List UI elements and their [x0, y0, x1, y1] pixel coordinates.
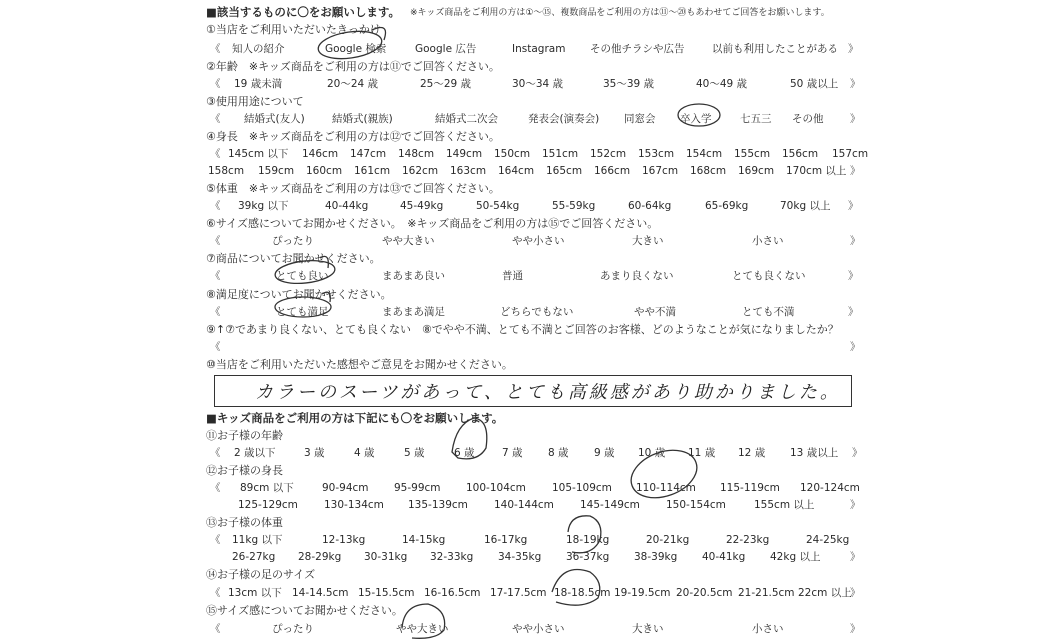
option[interactable]: 165cm: [546, 165, 583, 177]
q12-options-row2: [0, 497, 1060, 515]
option[interactable]: 同窓会: [624, 113, 656, 125]
bracket-open: 《: [210, 341, 221, 353]
option[interactable]: 167cm: [642, 165, 679, 177]
bracket-open: 《: [210, 78, 221, 90]
option[interactable]: Google 検索: [325, 43, 387, 55]
option[interactable]: 168cm: [690, 165, 727, 177]
handwritten-comment: カラーのスーツがあって、とても高級感があり助かりました。: [255, 382, 841, 403]
option[interactable]: ぴったり: [272, 235, 314, 247]
option[interactable]: とても満足: [276, 306, 329, 318]
q15-options: [0, 621, 1060, 639]
option[interactable]: やや小さい: [512, 235, 565, 247]
option[interactable]: 150cm: [494, 148, 531, 160]
option[interactable]: 120-124cm: [800, 482, 860, 494]
option[interactable]: 149cm: [446, 148, 483, 160]
q4-label-row: [0, 129, 1060, 147]
option[interactable]: 55-59kg: [552, 200, 596, 212]
option[interactable]: 発表会(演奏会): [528, 113, 600, 125]
option[interactable]: 151cm: [542, 148, 579, 160]
bracket-open: 《: [210, 113, 221, 125]
option[interactable]: 159cm: [258, 165, 295, 177]
bracket-close: 》: [850, 587, 861, 599]
q13-label-row: [0, 515, 1060, 533]
bracket-close: 》: [850, 165, 861, 177]
option[interactable]: 大きい: [632, 235, 664, 247]
option[interactable]: 24-25kg: [806, 534, 850, 546]
option[interactable]: 普通: [502, 270, 523, 282]
bracket-open: 《: [210, 235, 221, 247]
q2-label-row: [0, 59, 1060, 77]
bracket-close: 》: [850, 499, 861, 511]
option[interactable]: 40-41kg: [702, 551, 746, 563]
q15-label-row: [0, 603, 1060, 621]
option[interactable]: 20-20.5cm: [676, 587, 733, 599]
q13-options-row1: [0, 532, 1060, 550]
bracket-close: 》: [848, 43, 859, 55]
option[interactable]: 36-37kg: [566, 551, 610, 563]
option[interactable]: 4 歳: [354, 447, 375, 459]
option[interactable]: 170cm 以上: [786, 165, 847, 177]
option[interactable]: 8 歳: [548, 447, 569, 459]
bracket-close: 》: [850, 551, 861, 563]
bracket-close: 》: [850, 623, 861, 635]
option[interactable]: 6 歳: [454, 447, 475, 459]
question-label: ⑮サイズ感についてお聞かせください。: [206, 604, 403, 617]
option[interactable]: 以前も利用したことがある: [712, 43, 838, 55]
option[interactable]: その他: [792, 113, 824, 125]
option[interactable]: 14-15kg: [402, 534, 446, 546]
q8-options: [0, 304, 1060, 322]
bracket-open: 《: [210, 587, 221, 599]
question-label: ⑭お子様の足のサイズ: [206, 568, 316, 581]
option[interactable]: 161cm: [354, 165, 391, 177]
option[interactable]: 166cm: [594, 165, 631, 177]
option[interactable]: 40〜49 歳: [696, 78, 748, 90]
q14-options: [0, 585, 1060, 603]
bracket-open: 《: [210, 200, 221, 212]
survey-header: [0, 4, 1060, 22]
bracket-close: 》: [848, 306, 859, 318]
q3-options: [0, 111, 1060, 129]
q8-label-row: [0, 287, 1060, 305]
option[interactable]: 35〜39 歳: [603, 78, 655, 90]
q6-label-row: [0, 216, 1060, 234]
q9-answer-line: [0, 339, 1060, 357]
option[interactable]: まあまあ良い: [382, 270, 445, 282]
option[interactable]: 169cm: [738, 165, 775, 177]
option[interactable]: 45-49kg: [400, 200, 444, 212]
question-label: ⑩当店をご利用いただいた感想やご意見をお聞かせください。: [206, 358, 513, 371]
option[interactable]: 65-69kg: [705, 200, 749, 212]
option[interactable]: 125-129cm: [238, 499, 298, 511]
option[interactable]: 164cm: [498, 165, 535, 177]
option[interactable]: 小さい: [752, 623, 784, 635]
option[interactable]: 25〜29 歳: [420, 78, 472, 90]
bracket-close: 》: [850, 113, 861, 125]
q11-label-row: [0, 428, 1060, 446]
option[interactable]: 147cm: [350, 148, 387, 160]
question-label: ②年齢 ※キッズ商品をご利用の方は⑪でご回答ください。: [206, 60, 500, 73]
q10-label-row: [0, 357, 1060, 375]
question-label: ⑤体重 ※キッズ商品をご利用の方は⑬でご回答ください。: [206, 182, 500, 195]
q2-options: [0, 76, 1060, 94]
option[interactable]: 17-17.5cm: [490, 587, 547, 599]
option[interactable]: 16-16.5cm: [424, 587, 481, 599]
option[interactable]: 2 歳以下: [234, 447, 276, 459]
option[interactable]: 100-104cm: [466, 482, 526, 494]
option[interactable]: 130-134cm: [324, 499, 384, 511]
bracket-open: 《: [210, 148, 221, 160]
option[interactable]: 18-18.5cm: [554, 587, 611, 599]
option[interactable]: 大きい: [632, 623, 664, 635]
bracket-close: 》: [848, 200, 859, 212]
option[interactable]: 34-35kg: [498, 551, 542, 563]
bracket-open: 《: [210, 447, 221, 459]
bracket-close: 》: [852, 447, 863, 459]
option[interactable]: 28-29kg: [298, 551, 342, 563]
option[interactable]: 145cm 以下: [228, 148, 289, 160]
option[interactable]: 20-21kg: [646, 534, 690, 546]
option[interactable]: 155cm: [734, 148, 771, 160]
option[interactable]: やや小さい: [512, 623, 565, 635]
option[interactable]: 12 歳: [738, 447, 766, 459]
option[interactable]: 110-114cm: [636, 482, 696, 494]
q7-options: [0, 268, 1060, 286]
option[interactable]: 19 歳未満: [234, 78, 283, 90]
option[interactable]: 140-144cm: [494, 499, 554, 511]
option[interactable]: 15-15.5cm: [358, 587, 415, 599]
option[interactable]: 7 歳: [502, 447, 523, 459]
option[interactable]: 9 歳: [594, 447, 615, 459]
option[interactable]: 16-17kg: [484, 534, 528, 546]
option[interactable]: 22-23kg: [726, 534, 770, 546]
option[interactable]: 148cm: [398, 148, 435, 160]
option[interactable]: 152cm: [590, 148, 627, 160]
option[interactable]: 42kg 以上: [770, 551, 821, 563]
option[interactable]: 162cm: [402, 165, 439, 177]
option[interactable]: 知人の紹介: [232, 43, 285, 55]
option[interactable]: どちらでもない: [500, 306, 574, 318]
option[interactable]: 89cm 以下: [240, 482, 294, 494]
question-label: ⑦商品についてお聞かせください。: [206, 252, 381, 265]
option[interactable]: 小さい: [752, 235, 784, 247]
option[interactable]: 160cm: [306, 165, 343, 177]
option[interactable]: 145-149cm: [580, 499, 640, 511]
bracket-open: 《: [210, 623, 221, 635]
option[interactable]: 11 歳: [688, 447, 716, 459]
option[interactable]: 157cm: [832, 148, 869, 160]
option[interactable]: 163cm: [450, 165, 487, 177]
option[interactable]: やや不満: [634, 306, 676, 318]
option[interactable]: 105-109cm: [552, 482, 612, 494]
option[interactable]: とても不満: [742, 306, 795, 318]
option[interactable]: あまり良くない: [600, 270, 674, 282]
option[interactable]: 90-94cm: [322, 482, 369, 494]
option[interactable]: 95-99cm: [394, 482, 441, 494]
option[interactable]: 156cm: [782, 148, 819, 160]
survey-title: ■該当するものに〇をお願いします。: [206, 5, 400, 19]
option[interactable]: 結婚式二次会: [435, 113, 498, 125]
option[interactable]: 26-27kg: [232, 551, 276, 563]
option[interactable]: その他チラシや広告: [590, 43, 685, 55]
q14-label-row: [0, 567, 1060, 585]
option[interactable]: 18-19kg: [566, 534, 610, 546]
q3-label-row: [0, 94, 1060, 112]
option[interactable]: 115-119cm: [720, 482, 780, 494]
option[interactable]: 結婚式(友人): [244, 113, 305, 125]
option[interactable]: 結婚式(親族): [332, 113, 393, 125]
option[interactable]: 13 歳以上: [790, 447, 839, 459]
option[interactable]: とても良くない: [732, 270, 806, 282]
bracket-close: 》: [850, 78, 861, 90]
option[interactable]: 30-31kg: [364, 551, 408, 563]
bracket-open: 《: [210, 270, 221, 282]
q9-label-row: [0, 322, 1060, 340]
option[interactable]: 卒入学: [680, 113, 712, 125]
q7-label-row: [0, 251, 1060, 269]
bracket-close: 》: [848, 270, 859, 282]
option[interactable]: 13cm 以下: [228, 587, 282, 599]
option[interactable]: 20〜24 歳: [327, 78, 379, 90]
option[interactable]: 155cm 以上: [754, 499, 815, 511]
option[interactable]: 70kg 以上: [780, 200, 831, 212]
q5-options: [0, 198, 1060, 216]
q5-label-row: [0, 181, 1060, 199]
option[interactable]: 30〜34 歳: [512, 78, 564, 90]
question-label: ③使用用途について: [206, 95, 304, 108]
option[interactable]: 50 歳以上: [790, 78, 839, 90]
option[interactable]: 39kg 以下: [238, 200, 289, 212]
option[interactable]: やや大きい: [382, 235, 435, 247]
option[interactable]: 40-44kg: [325, 200, 369, 212]
kids-header-row: [0, 410, 1060, 428]
q1-options: [0, 41, 1060, 59]
kids-section-title: ■キッズ商品をご利用の方は下記にも〇をお願いします。: [206, 411, 504, 425]
q13-options-row2: [0, 549, 1060, 567]
option[interactable]: ぴったり: [272, 623, 314, 635]
option[interactable]: 38-39kg: [634, 551, 678, 563]
option[interactable]: 150-154cm: [666, 499, 726, 511]
option[interactable]: 3 歳: [304, 447, 325, 459]
option[interactable]: まあまあ満足: [382, 306, 445, 318]
q1-label-row: [0, 22, 1060, 40]
bracket-open: 《: [210, 482, 221, 494]
q4-options-row1: [0, 146, 1060, 164]
option[interactable]: 154cm: [686, 148, 723, 160]
q11-options: [0, 445, 1060, 463]
option[interactable]: とても良い: [276, 270, 329, 282]
q4-options-row2: [0, 163, 1060, 181]
option[interactable]: 22cm 以上: [798, 587, 852, 599]
option[interactable]: 七五三: [740, 113, 772, 125]
option[interactable]: 146cm: [302, 148, 339, 160]
question-label: ⑬お子様の体重: [206, 516, 283, 529]
option[interactable]: 11kg 以下: [232, 534, 283, 546]
option[interactable]: 14-14.5cm: [292, 587, 349, 599]
option[interactable]: 153cm: [638, 148, 675, 160]
option[interactable]: 12-13kg: [322, 534, 366, 546]
question-label: ⑫お子様の身長: [206, 464, 283, 477]
q6-options: [0, 233, 1060, 251]
option[interactable]: Google 広告: [415, 43, 477, 55]
survey-note: ※キッズ商品をご利用の方は①〜⑮、複数商品をご利用の方は⑪〜⑳もあわせてご回答をお願いします。: [410, 8, 830, 18]
bracket-open: 《: [210, 43, 221, 55]
question-label: ④身長 ※キッズ商品をご利用の方は⑫でご回答ください。: [206, 130, 500, 143]
bracket-open: 《: [210, 306, 221, 318]
bracket-open: 《: [210, 534, 221, 546]
option[interactable]: やや大きい: [396, 623, 449, 635]
question-label: ①当店をご利用いただいたきっかけ: [206, 23, 381, 36]
question-label: ⑪お子様の年齢: [206, 429, 283, 442]
q12-options-row1: [0, 480, 1060, 498]
bracket-close: 》: [850, 235, 861, 247]
comment-box[interactable]: [214, 375, 852, 407]
option[interactable]: 32-33kg: [430, 551, 474, 563]
option[interactable]: 158cm: [208, 165, 245, 177]
option[interactable]: 19-19.5cm: [614, 587, 671, 599]
option[interactable]: 60-64kg: [628, 200, 672, 212]
question-label: ⑧満足度についてお聞かせください。: [206, 288, 392, 301]
option[interactable]: 21-21.5cm: [738, 587, 795, 599]
question-label: ⑥サイズ感についてお聞かせください。 ※キッズ商品をご利用の方は⑮でご回答ください。: [206, 217, 659, 230]
option[interactable]: 50-54kg: [476, 200, 520, 212]
option[interactable]: 135-139cm: [408, 499, 468, 511]
bracket-close: 》: [850, 341, 861, 353]
option[interactable]: 5 歳: [404, 447, 425, 459]
option[interactable]: 10 歳: [638, 447, 666, 459]
option[interactable]: Instagram: [512, 43, 566, 55]
q12-label-row: [0, 463, 1060, 481]
question-label: ⑨↑⑦であまり良くない、とても良くない ⑧でやや不満、とても不満とご回答のお客様、どのようなことが気になりましたか？: [206, 323, 839, 336]
